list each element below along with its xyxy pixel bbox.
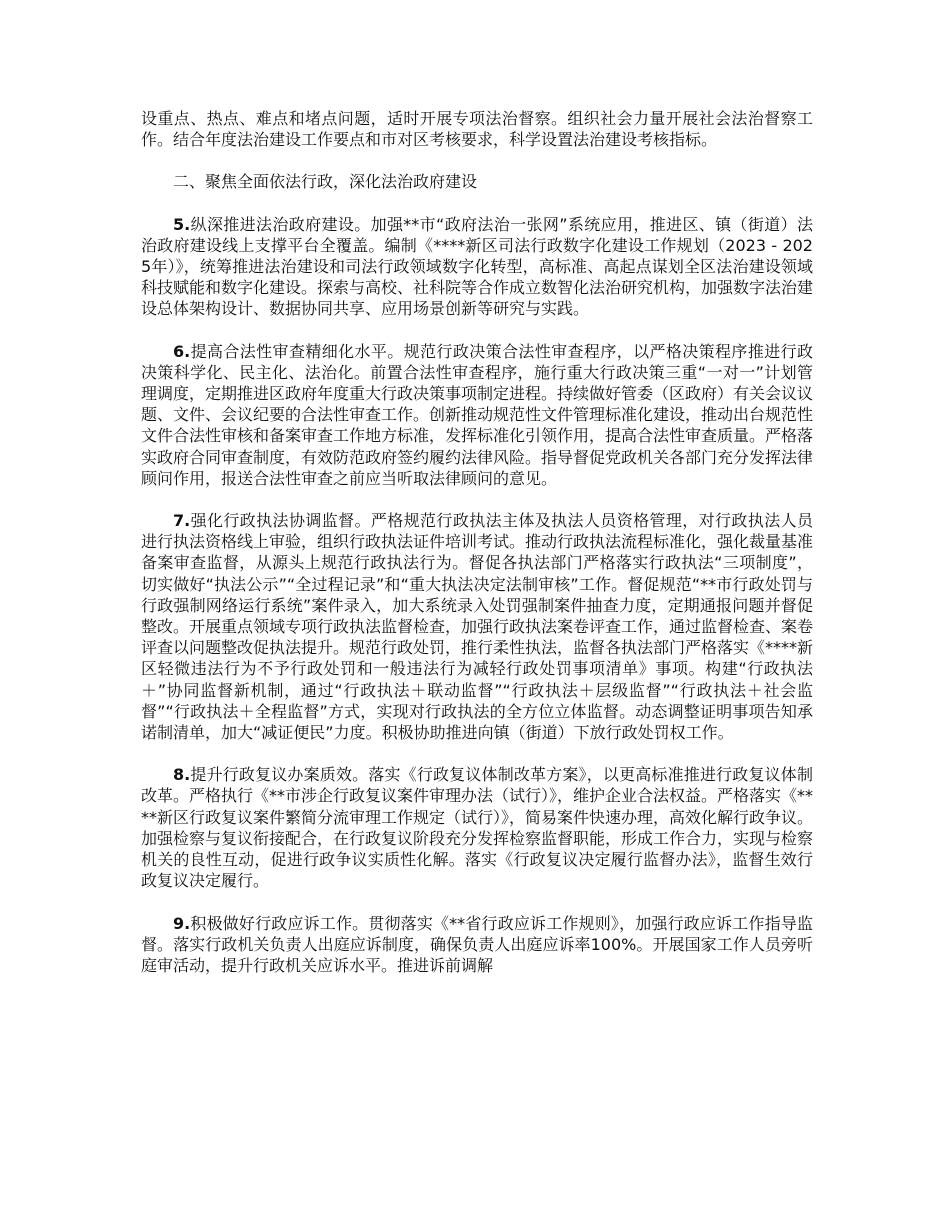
item-text: 提高合法性审查精细化水平。规范行政决策合法性审查程序，以严格决策程序推进行政决策科学化、民主化、法治化。前置合法性审查程序，施行重大行政决策三重“一对一”计划管理调度，定期推进区政府年度重大行政决策事项制定进程。持续做好管委（区政府）有关会议议题、文件、会议纪要的合法性审查工作。创新推动规范性文件管理标准化建设，推动出台规范性文件合法性审核和备案审查工作地方标准，发挥标准化引领作用，提高合法性审查质量。严格落实政府合同审查制度，有效防范政府签约履约法律风险。指导督促党政机关各部门充分发挥法律顾问作用，报送合法性审查之前应当听取法律顾问的意见。 xyxy=(141,341,814,488)
list-item-8 xyxy=(141,764,813,891)
item-text: 提升行政复议办案质效。落实《行政复议体制改革方案》，以更高标准推进行政复议体制改革。严格执行《**市涉企行政复议案件审理办法（试行）》，维护企业合法权益。严格落实《****新区行政复议案件繁简分流审理工作规定（试行）》，简易案件快速办理，高效化解行政争议。加强检察与复议衔接配合，在行政复议阶段充分发挥检察监督职能，形成工作合力，实现与检察机关的良性互动，促进行政争议实质性化解。落实《行政复议决定履行监督办法》，监督生效行政复议决定履行。 xyxy=(141,765,814,891)
item-text: 积极做好行政应诉工作。贯彻落实《**省行政应诉工作规则》，加强行政应诉工作指导监督。落实行政机关负责人出庭应诉制度，确保负责人出庭应诉率100%。开展国家工作人员旁听庭审活动，提升行政机关应诉水平。推进诉前调解 xyxy=(141,913,813,975)
list-item-7 xyxy=(141,510,813,743)
section-heading: 二、聚焦全面依法行政，深化法治政府建设 xyxy=(173,172,478,192)
item-number: 5. xyxy=(173,214,191,234)
item-number: 8. xyxy=(173,765,191,785)
list-item-5 xyxy=(141,214,813,320)
item-text: 强化行政执法协调监督。严格规范行政执法主体及执法人员资格管理，对行政执法人员进行执法资格线上审验，组织行政执法证件培训考试。推动行政执法流程标准化，强化裁量基准备案审查监督，从源头上规范行政执法行为。督促各执法部门严格落实行政执法“三项制度”，切实做好“执法公示”“全过程记录”和“重大执法决定法制审核”工作。督促规范“**市行政处罚与行政强制网络运行系统”案件录入，加大系统录入处罚强制案件抽查力度，定期通报问题并督促整改。开展重点领域专项行政执法监督检查，加强行政执法案卷评查工作，通过监督检查、案卷评查以问题整改促执法提升。规范行政处罚，推行柔性执法，监督各执法部门严格落实《****新区轻微违法行为不予行政处罚和一般违法行为减轻行政处罚事项清单》事项。构建“行政执法＋”协同监督新机制，通过“行政执法＋联动监督”“行政执法＋层级监督”“行政执法＋社会监督”“行政执法＋全程监督”方式，实现对行政执法的全方位立体监督。动态调整证明事项告知承诺制清单，加大“减证便民”力度。积极协助推进向镇（街道）下放行政处罚权工作。 xyxy=(141,511,814,743)
list-item-9 xyxy=(141,913,813,977)
intro-paragraph: 设重点、热点、难点和堵点问题，适时开展专项法治督察。组织社会力量开展社会法治督察工作。结合年度法治建设工作要点和市对区考核要求，科学设置法治建设考核指标。 xyxy=(141,109,813,150)
item-text: 纵深推进法治政府建设。加强**市“政府法治一张网”系统应用，推进区、镇（街道）法治政府建设线上支撑平台全覆盖。编制《****新区司法行政数字化建设工作规划（2023 - 2025年）》，统筹推进法治建设和司法行政领域数字化转型，高标准、高起点谋划全区法治建设领域科技赋能和数字化建设。探索与高校、社科院等合作成立数智化法治研究机构，加强数字法治建设总体架构设计、数据协同共享、应用场景创新等研究与实践。 xyxy=(141,214,814,319)
item-number: 9. xyxy=(173,913,191,933)
item-number: 6. xyxy=(173,341,191,361)
list-item-6 xyxy=(141,341,813,489)
document-page xyxy=(141,108,813,976)
item-number: 7. xyxy=(173,511,191,531)
